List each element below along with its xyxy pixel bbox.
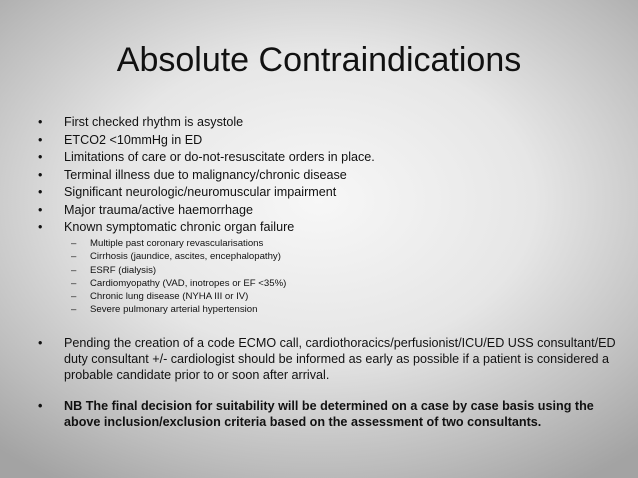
- dash-marker: –: [71, 291, 77, 303]
- bullet-marker: •: [38, 150, 43, 164]
- bullet-item: [38, 149, 618, 165]
- sub-bullet-text: ESRF (dialysis): [90, 264, 157, 276]
- bullet-text: Known symptomatic chronic organ failure: [64, 220, 295, 234]
- bullet-marker: •: [38, 399, 43, 414]
- bullet-marker: •: [38, 167, 43, 182]
- dash-marker: –: [71, 238, 77, 249]
- nb-note-item: [38, 398, 618, 430]
- sub-bullet-text: Cardiomyopathy (VAD, inotropes or EF <35%): [90, 277, 287, 289]
- bullet-text: First checked rhythm is asystole: [64, 115, 244, 129]
- slide-content: [38, 114, 618, 432]
- dash-marker: –: [71, 264, 77, 276]
- sub-bullet-item: [38, 237, 618, 250]
- sub-bullet-text: Chronic lung disease (NYHA III or IV): [90, 291, 249, 303]
- sub-bullet-item: [38, 290, 618, 303]
- bullet-text: Significant neurologic/neuromuscular impairment: [64, 185, 337, 199]
- slide-title: Absolute Contraindications: [116, 41, 522, 79]
- dash-marker: –: [71, 304, 77, 316]
- bullet-marker: •: [38, 220, 43, 234]
- bullet-text: ETCO2 <10mmHg in ED: [64, 132, 203, 147]
- note-list: [38, 335, 618, 383]
- sub-bullet-item: [38, 250, 618, 263]
- bullet-marker: •: [38, 132, 43, 147]
- bullet-text: Limitations of care or do-not-resuscitate orders in place.: [64, 150, 375, 164]
- bullet-item: [38, 219, 618, 235]
- sub-bullet-text: Severe pulmonary arterial hypertension: [90, 304, 258, 316]
- sub-bullet-text: Cirrhosis (jaundice, ascites, encephalopathy): [90, 251, 281, 263]
- nb-list: [38, 398, 618, 430]
- pending-note-text: Pending the creation of a code ECMO call, cardiothoracics/perfusionist/ICU/ED USS consultant/ED duty consultant +/- cardiologist should be informed as early as possible if a patient is considered a probable candidate prior to or soon after arrival.: [64, 335, 616, 382]
- spacer: [38, 384, 618, 398]
- sub-bullet-text: Multiple past coronary revascularisations: [90, 238, 264, 249]
- bullet-marker: •: [38, 185, 43, 199]
- sub-bullet-item: [38, 264, 618, 277]
- nb-note-text: NB The final decision for suitability will be determined on a case by case basis using the above inclusion/exclusion criteria based on the assessment of two consultants.: [64, 399, 594, 430]
- bullet-marker: •: [38, 115, 43, 129]
- bullet-item: [38, 184, 618, 200]
- bullet-item: [38, 202, 618, 218]
- bullet-item: [38, 114, 618, 130]
- bullet-item: [38, 132, 618, 148]
- bullet-marker: •: [38, 202, 43, 217]
- dash-marker: –: [71, 251, 77, 263]
- dash-marker: –: [71, 277, 77, 289]
- bullet-item: [38, 167, 618, 183]
- sub-bullet-item: [38, 277, 618, 290]
- pending-note-item: [38, 335, 618, 383]
- bullet-text: Major trauma/active haemorrhage: [64, 202, 253, 217]
- bullet-text: Terminal illness due to malignancy/chronic disease: [64, 167, 347, 182]
- sub-bullet-item: [38, 303, 618, 316]
- sub-bullet-list: [38, 237, 618, 317]
- bullet-list: [38, 114, 618, 235]
- bullet-marker: •: [38, 335, 43, 350]
- spacer: [38, 319, 618, 335]
